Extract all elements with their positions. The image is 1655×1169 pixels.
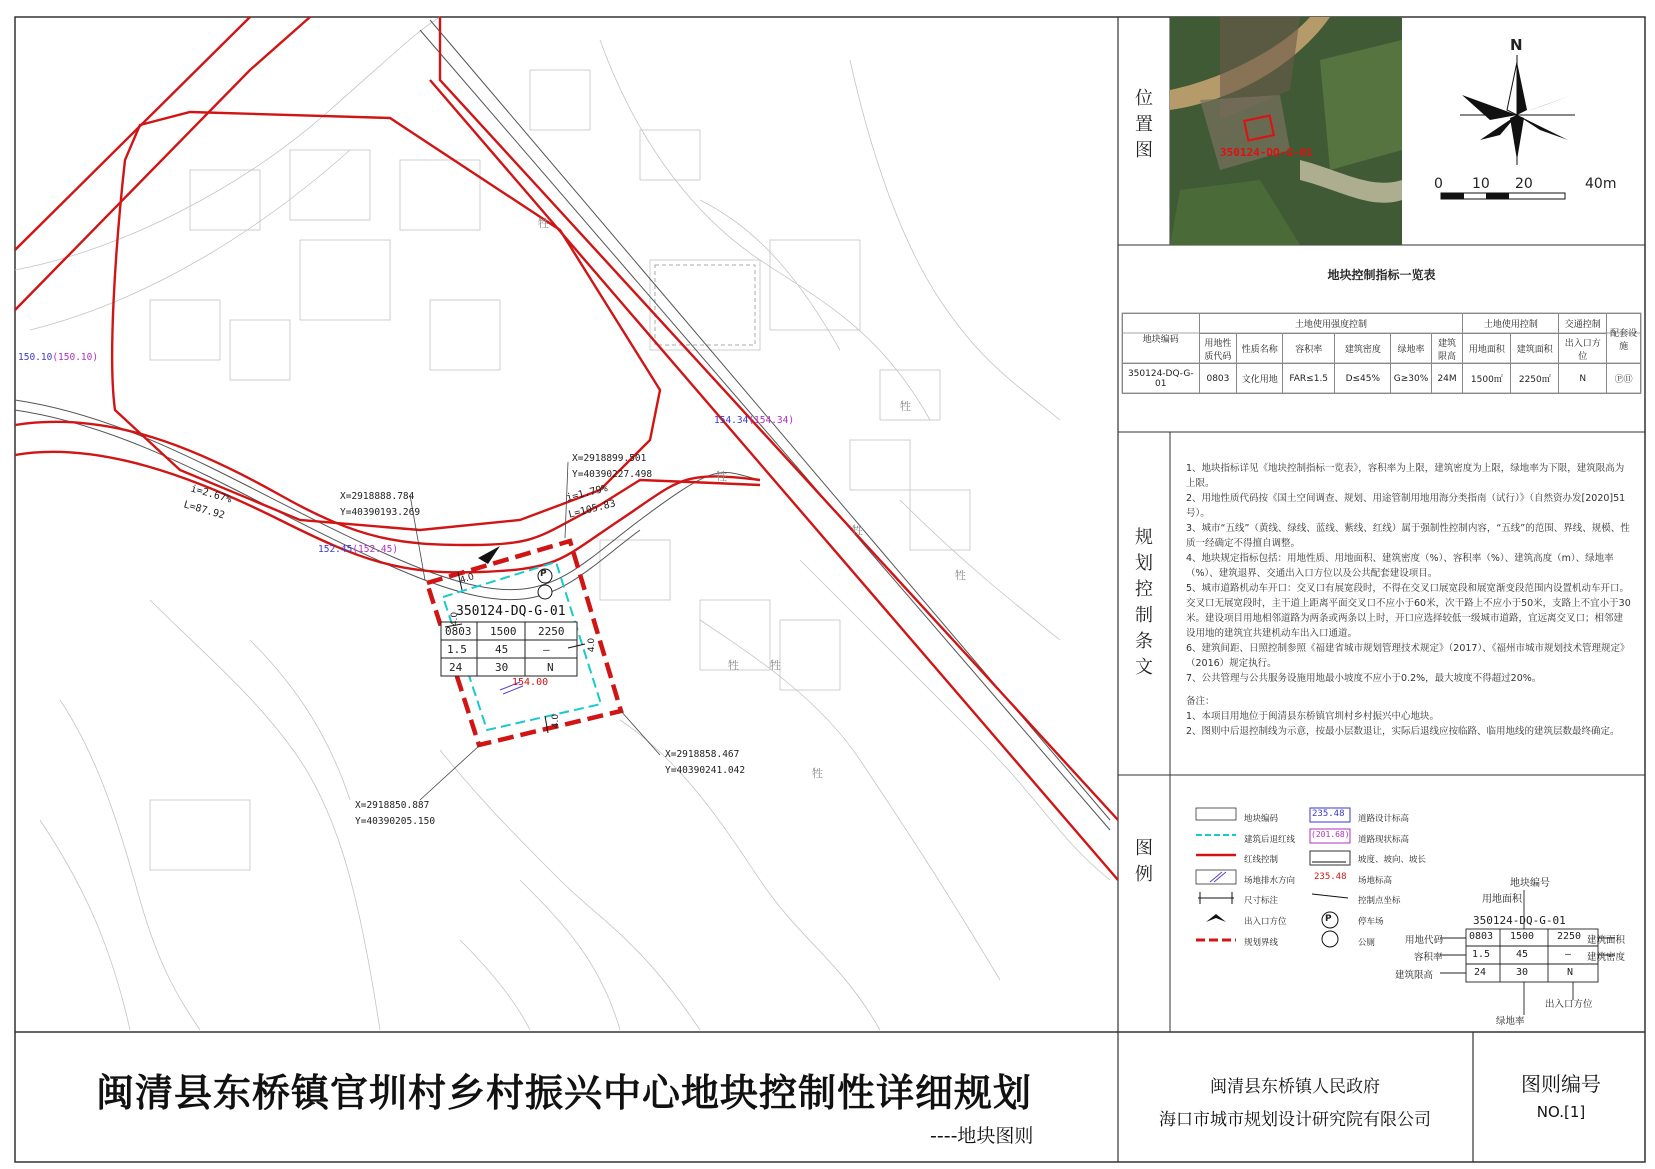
legend-item: 场地标高 (1358, 875, 1393, 886)
road-elevation: 152.45(152.45) (318, 544, 399, 555)
sheet-label: 图则编号 (1521, 1072, 1601, 1096)
regulations-text: 1、地块指标详见《地块控制指标一览表》，容积率为上限，建筑密度为上限，绿地率为下限，建筑限高为上限。 2、用地性质代码按《国土空间调查、规划、用途管制用地用海分类指南（试行）》（自然资办发[2020]51号）。 3、城市“五线”（黄线、绿线、蓝线、紫线、红线）属于强制性控制内容，“五线”的范围、界线、规模、性质一经确定不得擅自调整。 4、地块规定指标包括：用地性质、用地面积、建筑密度（%）、容积率（%）、建筑高度（m）、绿地率（%）、建筑退界、交通出入口方位以及公共配套建设项目。 5、城市道路机动车开口：交叉口有展宽段时，不得在交叉口展宽段和展宽渐变段范围内设置机动车开口。交叉口无展宽段时，主干道上距离平面交叉口不应小于60米，次干路上不应小于50米，支路上不宜小于30米。建设项目用地相邻道路为两条或两条以上时，开口应选择较低一级城市道路，宜远离交叉口；相邻建设用地的建筑宜共建机动车出入口通道。 6、建筑间距、日照控制参照《福建省城市规划管理技术规定》（2017）、《福州市城市规划技术管理规定》（2016）规定执行。 7、公共管理与公共服务设施用地最小坡度不应小于0.2%，最大坡度不得超过20%。 备注： 1、本项目用地位于闽清县东桥镇官圳村乡村振兴中心地块。 2、图则中后退控制线为示意，按最小层数退让，实际后退线应按临路、临用地线的建筑层数最终确定。 (1186, 463, 1631, 737)
parcel-cell: 2250 (538, 625, 565, 638)
diagram-right-label: 建筑密度 (1587, 952, 1626, 963)
legend-item: 红线控制 (1244, 855, 1279, 866)
toilet-icon (538, 585, 552, 599)
control-table-title: 地块控制指标一览表 (1327, 268, 1436, 282)
diagram-cell: 1500 (1510, 931, 1535, 942)
building-mark: 牲 (955, 569, 966, 582)
page-subtitle: ----地块图则 (930, 1125, 1034, 1147)
building-mark: 牲 (852, 524, 863, 537)
parcel-cell: 1.5 (447, 643, 467, 656)
legend-item: 出入口方位 (1244, 916, 1287, 927)
legend-item: 规划界线 (1244, 937, 1279, 948)
diagram-code: 350124-DQ-G-01 (1473, 914, 1566, 927)
road-elevation: 150.10(150.10) (18, 352, 99, 363)
setback-dim: 4.0 (458, 572, 476, 586)
parking-icon-label: P (540, 569, 547, 579)
road-elevation: 154.34(154.34) (714, 415, 795, 426)
diagram-bottom-label: 绿地率 (1496, 1016, 1525, 1027)
parcel-cell: 30 (495, 661, 509, 674)
page-title: 闽清县东桥镇官圳村乡村振兴中心地块控制性详细规划 (96, 1071, 1033, 1115)
diagram-area-label: 用地面积 (1482, 894, 1522, 905)
coordinate-label: X=2918888.784 Y=40390193.269 (340, 491, 421, 518)
north-label: N (1510, 36, 1523, 54)
legend-item: 坡度、坡向、坡长 (1358, 855, 1427, 866)
legend-item: 建筑后退红线 (1244, 834, 1296, 845)
coordinate-label: X=2918850.887 Y=40390205.150 (355, 800, 436, 827)
legend-sample-design: 235.48 (1312, 809, 1345, 819)
parcel-cell: 0803 (445, 625, 472, 638)
legend-left-list (1244, 809, 1295, 953)
legend-item: 场地排水方向 (1244, 875, 1296, 886)
legend-item: 控制点坐标 (1358, 896, 1401, 907)
legend-item: 道路设计标高 (1358, 814, 1410, 824)
scale-tick: 20 (1515, 176, 1533, 192)
red-control-lines (15, 17, 1118, 880)
diagram-cell: 30 (1516, 967, 1529, 978)
sheet-number: NO.[1] (1536, 1103, 1586, 1121)
scale-tick: 10 (1472, 176, 1490, 192)
diagram-cell: 2250 (1557, 931, 1582, 942)
parcel-cell: 45 (495, 643, 509, 656)
parcel-cell: N (547, 661, 554, 674)
building-mark: 牲 (716, 470, 727, 483)
building-mark: 牲 (538, 217, 549, 230)
coordinate-label: X=2918899.501 Y=40390227.498 (572, 453, 653, 480)
legend-item: 尺寸标注 (1244, 896, 1279, 907)
slope-grade: i=2.67% (189, 483, 233, 506)
diagram-bottom-label: 出入口方位 (1545, 999, 1593, 1010)
government-name: 闽清县东桥镇人民政府 (1210, 1077, 1380, 1097)
parcel-cell: 24 (449, 661, 463, 674)
north-arrow (1460, 55, 1575, 165)
diagram-cell: 24 (1474, 967, 1487, 978)
legend-panel-label: 图 例 (1135, 838, 1153, 885)
legend-item: 公厕 (1358, 937, 1376, 948)
legend-item: 道路现状标高 (1358, 834, 1410, 845)
diagram-left-label: 容积率 (1414, 952, 1443, 963)
scale-bar (1441, 193, 1565, 199)
diagram-cell: 45 (1516, 949, 1529, 960)
legend-item: 停车场 (1358, 916, 1384, 927)
diagram-right-label: 建筑面积 (1587, 935, 1626, 946)
parcel-code-label: 350124-DQ-G-01 (456, 604, 566, 619)
legend-sample-site: 235.48 (1314, 872, 1347, 882)
building-mark: 牲 (728, 659, 739, 672)
location-parcel-label: 350124-DQ-G-01 (1220, 146, 1313, 159)
diagram-cell: 1.5 (1472, 949, 1491, 960)
building-mark: 牲 (770, 659, 781, 672)
setback-dim: 4.0 (587, 637, 598, 653)
setback-dim: 4.0 (551, 713, 562, 729)
legend-parking-glyph: P (1325, 914, 1332, 924)
slope-length: L=87.92 (182, 499, 226, 522)
setback-dim: 4.0 (450, 611, 461, 627)
designer-name: 海口市城市规划设计研究院有限公司 (1159, 1110, 1431, 1130)
coordinate-label: X=2918858.467 Y=40390241.042 (665, 749, 746, 776)
parcel-cell: — (543, 643, 550, 656)
parcel-cell: 1500 (490, 625, 517, 638)
site-elevation: 154.00 (512, 677, 549, 688)
location-panel-label: 位 置 图 (1135, 88, 1153, 161)
diagram-left-label: 建筑限高 (1395, 970, 1434, 981)
legend-item: 地块编码 (1244, 814, 1279, 824)
regulations-panel-label: 规 划 控 制 条 文 (1135, 527, 1153, 678)
scale-tick: 0 (1434, 176, 1443, 192)
slope-grade: i=1.79% (565, 483, 609, 504)
legend-sample-existing: (201.68) (1311, 830, 1350, 839)
building-mark: 牲 (812, 767, 823, 780)
diagram-cell: N (1567, 967, 1574, 978)
building-mark: 牲 (900, 400, 911, 413)
diagram-left-label: 用地代码 (1405, 935, 1444, 946)
scale-tick: 40m (1585, 176, 1617, 192)
diagram-parcel-code-label: 地块编号 (1510, 878, 1550, 889)
diagram-cell: 0803 (1469, 931, 1494, 942)
aerial-location-image (1170, 17, 1402, 245)
slope-length: L=105.83 (567, 498, 617, 521)
diagram-cell: — (1565, 949, 1572, 960)
control-table: 地块编码 土地使用强度控制 土地使用控制 交通控制 配套设施 用地性质代码 性质名称 容积率 建筑密度 绿地率 建筑限高 用地面积 建筑面积 出入口方位 350124-DQ-G-01 0803 文化用地 FAR≤1.5 D≤45% G≥30% 24M 1500㎡ 2250㎡ N Ⓟ⑪ (1122, 313, 1641, 394)
